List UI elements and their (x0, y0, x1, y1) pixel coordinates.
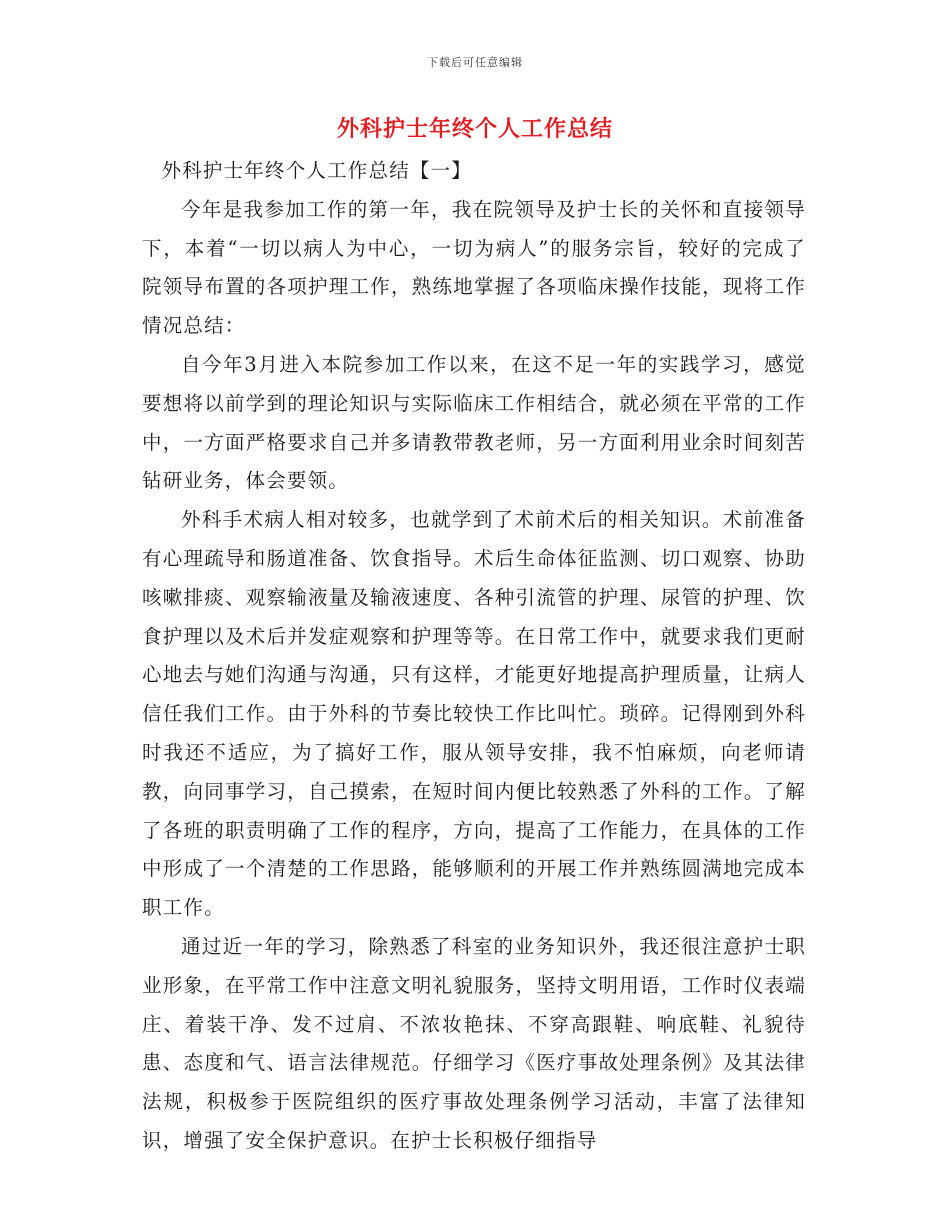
paragraph-2: 自今年3月进入本院参加工作以来，在这不足一年的实践学习，感觉要想将以前学到的理论知识与实际临床工作相结合，就必须在平常的工作中，一方面严格要求自己并多请教带教老师，另一方面利用业余时间刻苦钻研业务，体会要领。 (142, 352, 806, 493)
paragraph-3: 外科手术病人相对较多，也就学到了术前术后的相关知识。术前准备有心理疏导和肠道准备、饮食指导。术后生命体征监测、切口观察、协助咳嗽排痰、观察输液量及输液速度、各种引流管的护理、尿管的护理、饮食护理以及术后并发症观察和护理等等。在日常工作中，就要求我们更耐心地去与她们沟通与沟通，只有这样，才能更好地提高护理质量，让病人信任我们工作。由于外科的节奏比较快工作比叫忙。琐碎。记得刚到外科时我还不适应，为了搞好工作，服从领导安排，我不怕麻烦，向老师请教，向同事学习，自己摸索，在短时间内便比较熟悉了外科的工作。了解了各班的职责明确了工作的程序，方向，提高了工作能力，在具体的工作中形成了一个清楚的工作思路，能够顺利的开展工作并熟练圆满地完成本职工作。 (142, 508, 806, 920)
document-body (142, 152, 806, 1161)
document-title: 外科护士年终个人工作总结 (336, 117, 613, 142)
header-note: 下载后可任意编辑 (427, 56, 523, 69)
section-subtitle: 外科护士年终个人工作总结【一】 (161, 159, 473, 182)
paragraph-1: 今年是我参加工作的第一年，我在院领导及护士长的关怀和直接领导下，本着“一切以病人为中心，一切为病人”的服务宗旨，较好的完成了院领导布置的各项护理工作，熟练地掌握了各项临床操作技能，现将工作情况总结： (142, 197, 806, 338)
paragraph-4: 通过近一年的学习，除熟悉了科室的业务知识外，我还很注意护士职业形象，在平常工作中注意文明礼貌服务，坚持文明用语，工作时仪表端庄、着装干净、发不过肩、不浓妆艳抹、不穿高跟鞋、响底鞋、礼貌待患、态度和气、语言法律规范。仔细学习《医疗事故处理条例》及其法律法规，积极参于医院组织的医疗事故处理条例学习活动，丰富了法律知识，增强了安全保护意识。在护士长积极仔细指导 (142, 934, 806, 1152)
